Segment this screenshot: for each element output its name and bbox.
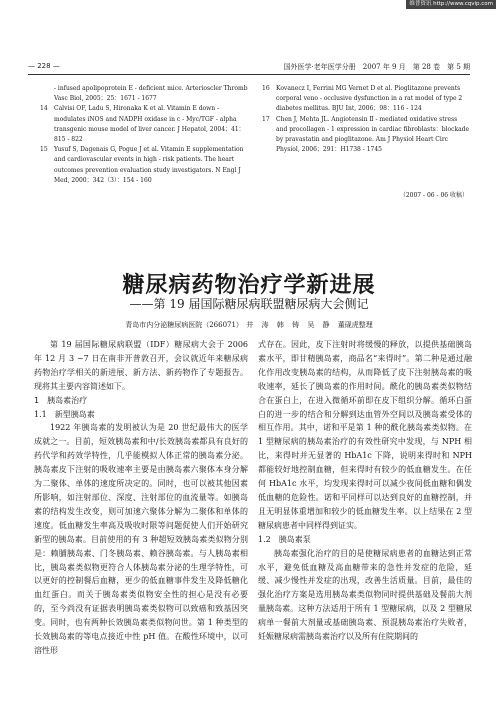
reference-number: 14	[40, 105, 48, 113]
section-heading: 1 胰岛素治疗	[34, 395, 88, 405]
body-paragraph: 1922 年胰岛素的发明被认为是 20 世纪最伟大的医学成就之一。目前，短效胰岛素和中/长效胰岛素都具有良好的药代学和药效学特性，几乎能模拟人体正常的胰岛素分泌。胰岛素皮下注射的吸收速率主要是由胰岛素六聚体本身分解为二聚体、单体的速度所决定的。同时，也可以被其他因素所影响，如注射部位、深度、注射部位的血流量等。如胰岛素的结构发生改变，则可加速六聚体分解为二聚体和单体的速度。低血糖发生率高及吸收时限等问题促使人们开始研究新型的胰岛素。目前使用的有 3 种超短效胰岛素类似物分别是：赖脯胰岛素、门冬胰岛素、赖谷胰岛素。与人胰岛素相比，胰岛素类似物更符合人体胰岛素分泌的生理学特性，可以更好的控制餐后血糖，更少的低血糖事件发生及降低糖化血红蛋白。而关于胰岛素类似物安全性的担心是没有必要的，至今尚没有证据表明胰岛素类似物可以致癌和致基因突变。同时，也有两种长效胰岛素类似物问世。第 1 种类型的长效胰岛素的等电点接近中性 pH 值。在酸性环境中，以可溶性形	[34, 423, 248, 655]
article-authors: 青岛市内分泌糖尿病医院（266071） 井 涛 韩 铸 吴 静 董砚虎整理	[125, 321, 373, 329]
reference-text: Calvisi OF, Ladu S, Hironaka K et al. Vitamin E down - modulates iNOS and NADPH oxidase in c - Myc/TGF - alpha transgenic mouse model of liver cancer. J Hepatol, 2004；41：815 - 822	[54, 105, 245, 144]
reference-item	[40, 145, 252, 186]
received-date: （2007 - 06 - 06 收稿）	[399, 192, 468, 199]
body-column-left	[34, 338, 248, 658]
reference-text: Chen J, Mehta JL. Angiotensin Ⅱ - mediated oxidative stress and procollagen - 1 expression in cardiac fibroblasts：blockade by pravastatin and pioglitazone. Am J Physiol Heart Circ Physiol, 2006；291：H1738 - 1745	[276, 115, 470, 154]
page-number: — 228 —	[28, 62, 60, 70]
reference-text: - infused apolipoprotein E - deficient mice. Arterioscler Thromb Vasc Biol, 2005；25：1671 - 1677	[54, 85, 248, 103]
reference-item	[262, 115, 470, 156]
references-left	[40, 84, 252, 186]
page-header	[28, 62, 470, 72]
reference-text: Kovanecz I, Ferrini MG Vernet D et al. Pioglitazone prevents corporal veno - occlusive dysfunction in a rat model of type 2 diabetes mellitus. BJU Int, 2006；98：116 - 124	[276, 85, 463, 113]
reference-item	[40, 84, 252, 104]
reference-text: Yusuf S, Dagenais G, Pogue J et al. Vitamin E supplementation and cardiovascular events in high - risk patients. The heart outcomes prevention evaluation study investigators. N Engl J Med, 2000；342（3）：154 - 160	[54, 146, 244, 184]
subsection-heading: 1.2 胰岛素泵	[258, 534, 311, 544]
reference-item	[40, 104, 252, 145]
article-subtitle: ——第 19 届国际糖尿病联盟糖尿病大会侧记	[129, 297, 369, 311]
reference-item	[262, 84, 470, 115]
watermark: 维普资讯 http://www.cqvip.com	[406, 0, 496, 9]
references-right	[262, 84, 470, 155]
body-paragraph: 胰岛素强化治疗的目的是使糖尿病患者的血糖达到正常水平，避免低血糖及高血糖带来的急性并发症的危险，延缓、减少慢性并发症的出现，改善生活质量。目前，最佳的强化治疗方案是选用胰岛素类似物同时提供基础及餐前大剂量胰岛素。这种方法适用于所有 1 型糖尿病，以及 2 型糖尿病单一餐前大剂量或基础胰岛素、预混胰岛素治疗失败者，妊娠糖尿病需胰岛素治疗以及所有住院期间的	[258, 548, 472, 642]
journal-info: 国外医学·老年医学分册 2007 年 9 月 第 28 卷 第 5 期	[283, 63, 470, 71]
subsection-heading: 1.1 新型胰岛素	[34, 409, 95, 419]
article-title: 糖尿病药物治疗学新进展	[122, 273, 376, 298]
body-paragraph: 第 19 届国际糖尿病联盟（IDF）糖尿病大会于 2006 年 12 月 3 ~7 日在南非开普敦召开，会议就近年来糖尿病药物治疗学相关的新进展、新方法、新药物作了专题报告。现将其主要内容简述如下。	[34, 340, 248, 391]
reference-number: 16	[262, 85, 270, 92]
header-rule	[28, 74, 470, 75]
body-paragraph: 式存在。因此，皮下注射时将缓慢的释放，以提供基础胰岛素水平，即甘精胰岛素，商品名“来得时”。第二种是通过融化作用改变胰岛素的结构，从而降低了皮下注射胰岛素的吸收速率，延长了胰岛素的作用时间。酰化的胰岛素类似物结合在蛋白上，在进入微循环前即在皮下组织分解。循环白蛋白的进一步的结合和分解到达血管外空间以及胰岛素受体的相互作用。其中，诺和平是第 1 种的酰化胰岛素类似物。在 1 型糖尿病的胰岛素治疗的有效性研究中发现，与 NPH 相比，来得时并无显著的 HbA1c 下降，说明来得时和 NPH 都能较好地控制血糖，但来得时有较少的低血糖发生。在任何 HbA1c 水平，均发现来得时可以减少夜间低血糖和偶发低血糖的危险性。诺和平同样可以达到良好的血糖控制，并且无明显体重增加和较少的低血糖发生率。以上结果在 2 型糖尿病患者中同样得到证实。	[258, 340, 472, 530]
reference-number: 15	[40, 146, 48, 154]
reference-number	[40, 84, 54, 104]
body-column-right	[258, 338, 472, 644]
reference-number: 17	[262, 115, 270, 123]
